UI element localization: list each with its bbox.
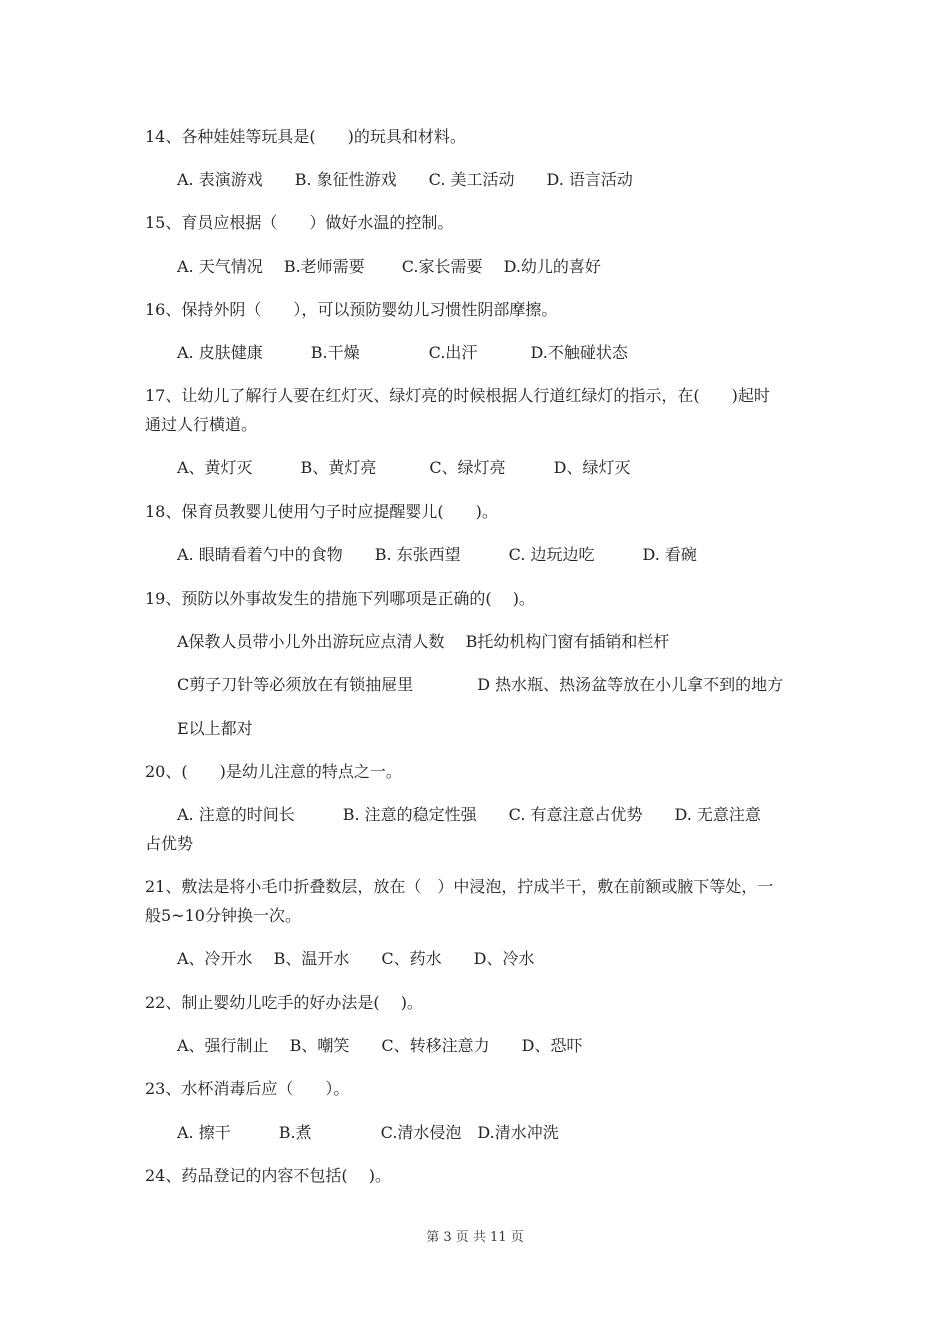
question-22-options: A、强行制止 B、嘲笑 C、转移注意力 D、恐吓 <box>177 1036 583 1055</box>
question-18-stem: 18、保育员教婴儿使用勺子时应提醒婴儿( )。 <box>145 502 498 521</box>
question-20-stem: 20、( )是幼儿注意的特点之一。 <box>145 762 402 781</box>
question-15-options: A. 天气情况 B.老师需要 C.家长需要 D.幼儿的喜好 <box>177 257 601 276</box>
page-number-footer: 第 3 页 共 11 页 <box>426 1230 524 1245</box>
question-21-options: A、冷开水 B、温开水 C、药水 D、冷水 <box>177 949 535 968</box>
question-23-stem: 23、水杯消毒后应（ ）。 <box>145 1079 350 1098</box>
question-19-option-e: E以上都对 <box>177 719 253 738</box>
question-23-options: A. 擦干 B.煮 C.清水侵泡 D.清水冲洗 <box>177 1123 559 1142</box>
question-19-stem: 19、预防以外事故发生的措施下列哪项是正确的( )。 <box>145 589 535 608</box>
question-17-stem-line2: 通过人行横道。 <box>145 415 258 434</box>
question-14-stem: 14、各种娃娃等玩具是( )的玩具和材料。 <box>145 127 466 146</box>
question-22-stem: 22、制止婴幼儿吃手的好办法是( )。 <box>145 993 423 1012</box>
question-20-options-line1: A. 注意的时间长 B. 注意的稳定性强 C. 有意注意占优势 D. 无意注意 <box>177 805 761 824</box>
question-20-options-line2: 占优势 <box>145 834 194 853</box>
question-17-options: A、黄灯灭 B、黄灯亮 C、绿灯亮 D、绿灯灭 <box>177 458 631 477</box>
question-19-option-cd: C剪子刀针等必须放在有锁抽屉里 D 热水瓶、热汤盆等放在小儿拿不到的地方 <box>177 675 784 694</box>
question-18-options: A. 眼睛看着勺中的食物 B. 东张西望 C. 边玩边吃 D. 看碗 <box>177 545 697 564</box>
question-21-stem-line2: 般5~10分钟换一次。 <box>145 906 301 925</box>
question-14-options: A. 表演游戏 B. 象征性游戏 C. 美工活动 D. 语言活动 <box>177 170 633 189</box>
question-19-option-ab: A保教人员带小儿外出游玩应点清人数 B托幼机构门窗有插销和栏杆 <box>177 632 670 651</box>
question-17-stem-line1: 17、让幼儿了解行人要在红灯灭、绿灯亮的时候根据人行道红绿灯的指示，在( )起时 <box>145 386 770 405</box>
question-15-stem: 15、育员应根据（ ）做好水温的控制。 <box>145 213 454 232</box>
question-21-stem-line1: 21、敷法是将小毛巾折叠数层，放在（ ）中浸泡，拧成半干，敷在前额或腋下等处，一 <box>145 877 774 896</box>
question-16-options: A. 皮肤健康 B.干燥 C.出汗 D.不触碰状态 <box>177 343 628 362</box>
question-24-stem: 24、药品登记的内容不包括( )。 <box>145 1166 391 1185</box>
question-16-stem: 16、保持外阴（ ），可以预防婴幼儿习惯性阴部摩擦。 <box>145 300 558 319</box>
